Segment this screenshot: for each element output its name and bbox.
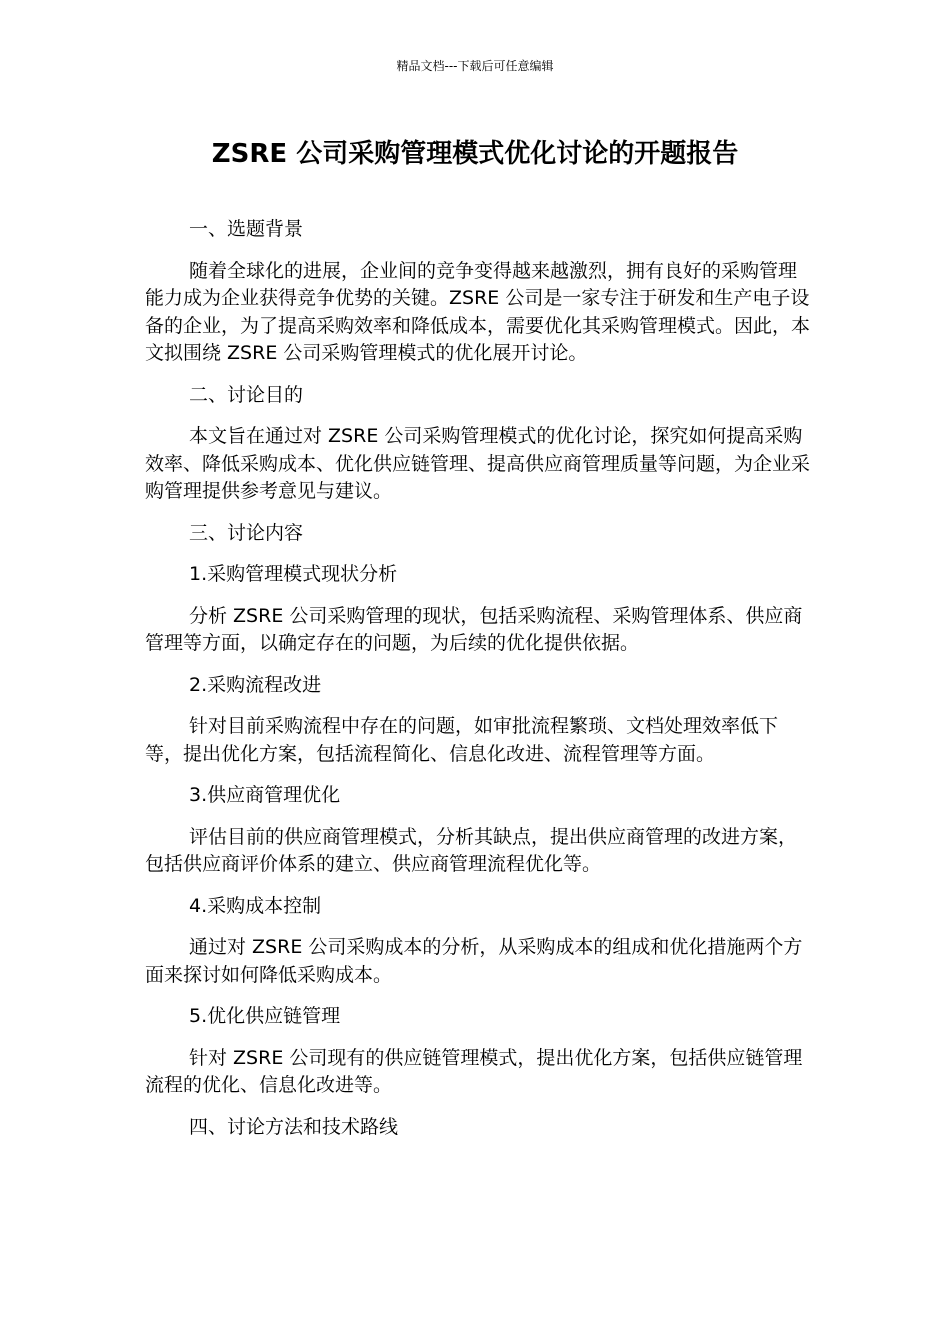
- subheading-cost-control: 4.采购成本控制: [189, 894, 322, 917]
- section-heading-content: 三、讨论内容: [189, 521, 304, 544]
- section-heading-purpose: 二、讨论目的: [189, 383, 304, 406]
- paragraph-process-improvement: 针对目前采购流程中存在的问题，如审批流程繁琐、文档处理效率低下等，提出优化方案，包括流程简化、信息化改进、流程管理等方面。: [145, 715, 779, 765]
- subheading-status-analysis: 1.采购管理模式现状分析: [189, 563, 398, 585]
- document-body: [145, 216, 810, 1155]
- paragraph-purpose: 本文旨在通过对 ZSRE 公司采购管理模式的优化讨论，探究如何提高采购效率、降低采购成本、优化供应链管理、提高供应商管理质量等问题，为企业采购管理提供参考意见与建议。: [145, 425, 811, 502]
- paragraph-supply-chain: 针对 ZSRE 公司现有的供应链管理模式，提出优化方案，包括供应链管理流程的优化、信息化改进等。: [145, 1046, 803, 1096]
- section-heading-methods: 四、讨论方法和技术路线: [189, 1115, 399, 1138]
- paragraph-cost-control: 通过对 ZSRE 公司采购成本的分析，从采购成本的组成和优化措施两个方面来探讨如何降低采购成本。: [145, 936, 803, 986]
- subheading-supplier-management: 3.供应商管理优化: [189, 784, 341, 806]
- paragraph-background: 随着全球化的进展，企业间的竞争变得越来越激烈，拥有良好的采购管理能力成为企业获得竞争优势的关键。ZSRE 公司是一家专注于研发和生产电子设备的企业，为了提高采购效率和降低成本，需要优化其采购管理模式。因此，本文拟围绕 ZSRE 公司采购管理模式的优化展开讨论。: [145, 259, 811, 364]
- document-title: ZSRE 公司采购管理模式优化讨论的开题报告: [211, 139, 739, 169]
- section-heading-background: 一、选题背景: [189, 218, 304, 240]
- subheading-process-improvement: 2.采购流程改进: [189, 673, 322, 696]
- subheading-supply-chain: 5.优化供应链管理: [189, 1005, 341, 1027]
- paragraph-supplier-management: 评估目前的供应商管理模式，分析其缺点，提出供应商管理的改进方案，包括供应商评价体系的建立、供应商管理流程优化等。: [145, 825, 798, 875]
- header-note: 精品文档---下载后可任意编辑: [396, 59, 554, 73]
- paragraph-status-analysis: 分析 ZSRE 公司采购管理的现状，包括采购流程、采购管理体系、供应商管理等方面，以确定存在的问题，为后续的优化提供依据。: [145, 604, 803, 654]
